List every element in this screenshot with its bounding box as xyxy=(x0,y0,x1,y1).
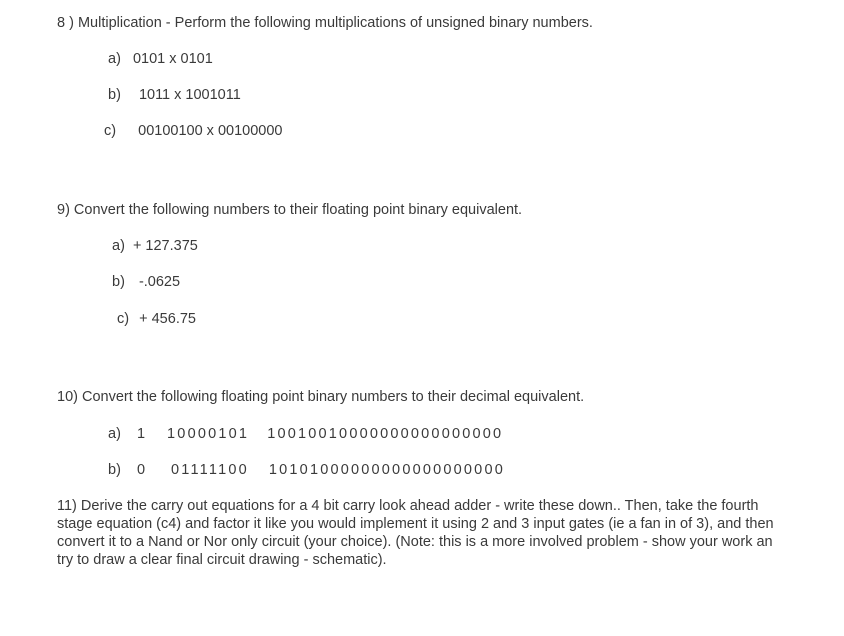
q10-item-a-exponent: 10000101 xyxy=(167,426,250,442)
q10-heading: 10) Convert the following floating point binary numbers to their decimal equivalent. xyxy=(57,389,585,405)
q8-item-a xyxy=(108,50,213,68)
q9-item-b-label: b) xyxy=(112,274,125,290)
q10-item-a xyxy=(108,425,503,443)
q10-item-b-sign: 0 xyxy=(136,462,146,478)
q8-item-b-text: 1011 x 1001011 xyxy=(138,87,241,103)
q8-item-a-text: 0101 x 0101 xyxy=(132,51,213,67)
q8-heading: 8 ) Multiplication - Perform the following multiplications of unsigned binary numbers. xyxy=(57,15,593,31)
q10-item-b-exponent: 01111100 xyxy=(171,462,249,478)
q9-item-a-text: + 127.375 xyxy=(132,238,198,254)
q8-item-c-label: c) xyxy=(104,123,117,139)
q8-item-c-text: 00100100 x 00100000 xyxy=(138,123,283,139)
q10-item-b-label: b) xyxy=(108,462,121,478)
q9-item-c xyxy=(117,310,196,328)
q8-item-b xyxy=(108,86,241,104)
q9-item-c-label: c) xyxy=(117,311,130,327)
q10-item-a-sign: 1 xyxy=(136,426,146,442)
q8-item-c xyxy=(104,122,282,140)
q11-paragraph: 11) Derive the carry out equations for a 4 bit carry look ahead adder - write these down.. Then, take the fourth stage equation (c4) and factor it like you would implement it using 2 and 3 input gates (ie a fan in of 3), and then convert it to a Nand or Nor only circuit (your choice). (Note: this is a more involved problem - show your work an try to draw a clear final circuit drawing - schematic). xyxy=(57,498,774,568)
q8-item-a-label: a) xyxy=(108,51,121,67)
q10-item-a-label: a) xyxy=(108,426,121,442)
q8-item-b-label: b) xyxy=(108,87,121,103)
q10-item-b-mantissa: 10101000000000000000000 xyxy=(268,462,505,478)
q9-item-a xyxy=(112,237,198,255)
q9-item-a-label: a) xyxy=(112,238,125,254)
q9-item-c-text: + 456.75 xyxy=(139,311,196,327)
q10-item-b xyxy=(108,461,505,479)
q9-heading: 9) Convert the following numbers to their floating point binary equivalent. xyxy=(57,202,523,218)
q9-item-b-text: -.0625 xyxy=(138,274,181,290)
q10-item-a-mantissa: 10010010000000000000000 xyxy=(267,426,504,442)
q9-item-b xyxy=(112,273,180,291)
